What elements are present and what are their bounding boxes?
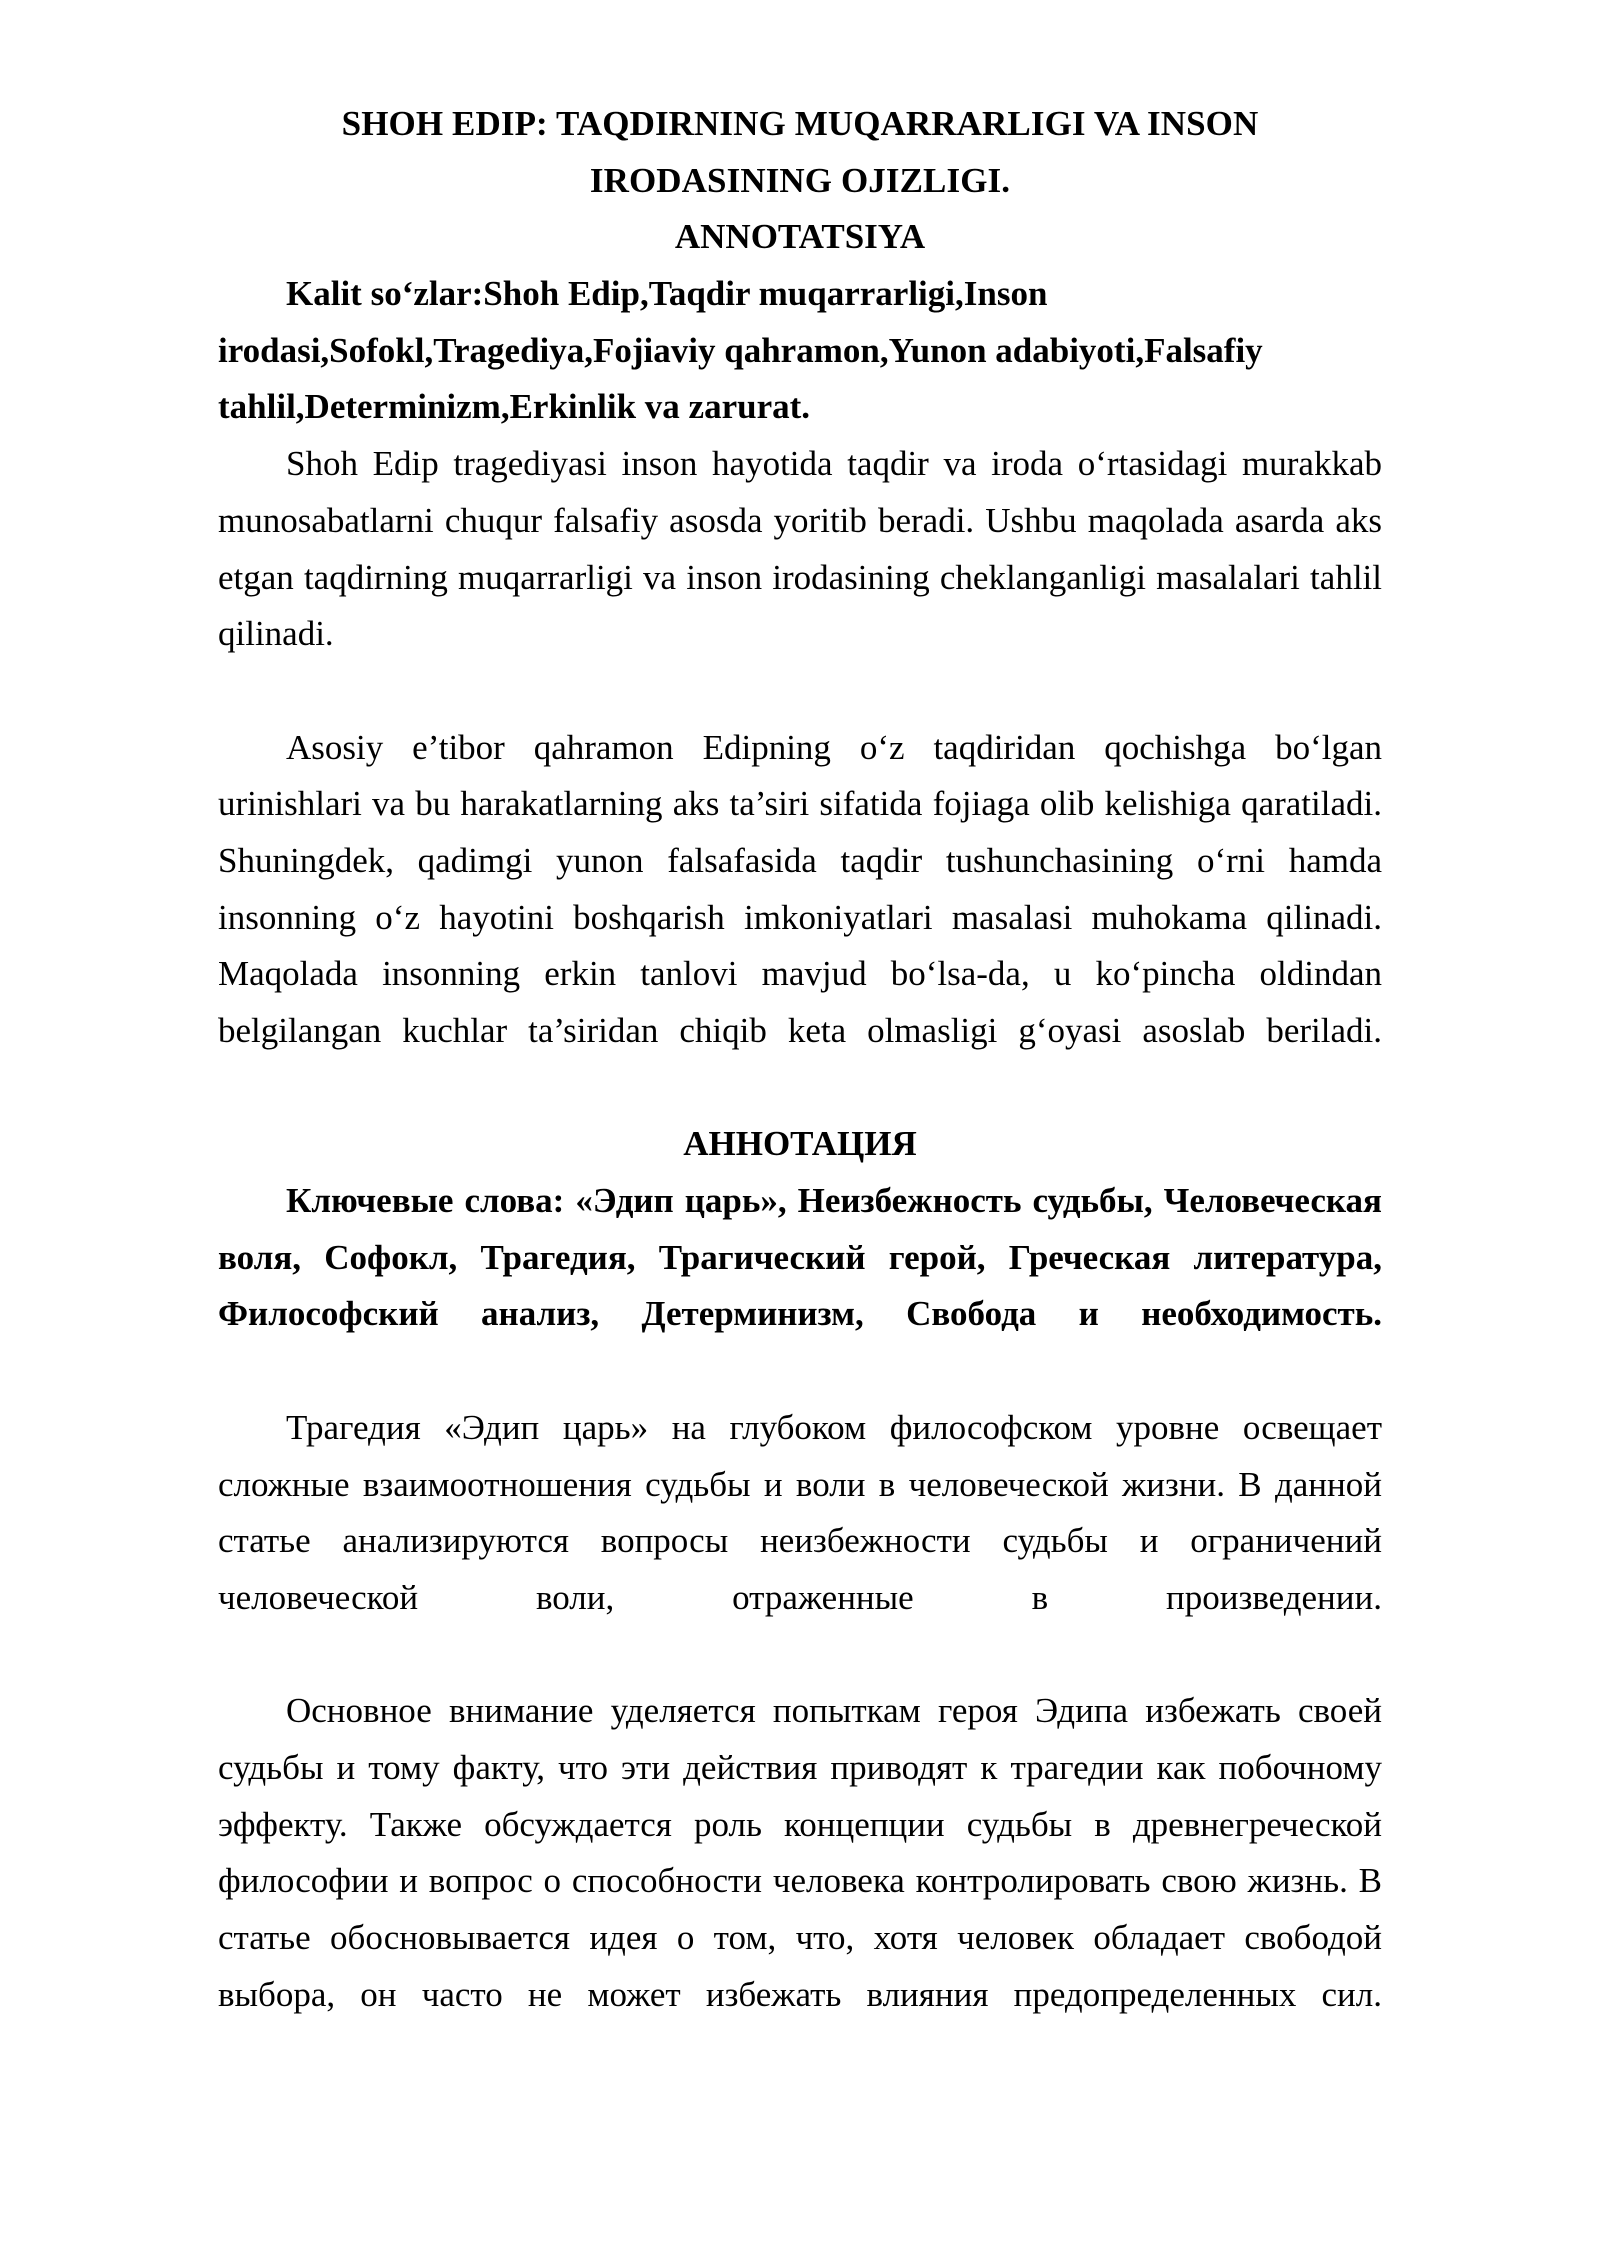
- document-content: [218, 96, 1382, 2080]
- uzbek-paragraph-2: Asosiy e’tibor qahramon Edipning o‘z taqdiridan qochishga bo‘lgan urinishlari va bu harakatlarning aks ta’siri sifatida fojiaga olib kelishiga qaratiladi. Shuningdek, qadimgi yunon falsafasida taqdir tushunchasining o‘rni hamda insonning o‘z hayotini boshqarish imkoniyatlari masalasi muhokama qilinadi. Maqolada insonning erkin tanlovi mavjud bo‘lsa-da, u ko‘pincha oldindan belgilangan kuchlar ta’siridan chiqib keta olmasligi g‘oyasi asoslab beriladi.: [218, 727, 1382, 1050]
- russian-paragraph-2: Основное внимание уделяется попыткам героя Эдипа избежать своей судьбы и тому факту, что эти действия приводят к трагедии как побочному эффекту. Также обсуждается роль концепции судьбы в древнегреческой философии и вопрос о способности человека контролировать свою жизнь. В статье обосновывается идея о том, что, хотя человек обладает свободой выбора, он часто не может избежать влияния предопределенных сил.: [218, 1691, 1382, 2014]
- page-title: [218, 96, 1382, 209]
- uzbek-annotation-heading: ANNOTATSIYA: [674, 217, 926, 257]
- russian-annotation-heading: АННОТАЦИЯ: [683, 1124, 917, 1164]
- page-title-line-2: IRODASINING OJIZLIGI.: [589, 160, 1011, 200]
- russian-paragraph-1: Трагедия «Эдип царь» на глубоком философском уровне освещает сложные взаимоотношения судьбы и воли в человеческой жизни. В данной статье анализируются вопросы неизбежности судьбы и ограничений человеческой воли, отраженные в произведении.: [218, 1407, 1382, 1617]
- russian-keywords: Ключевые слова: «Эдип царь», Неизбежность судьбы, Человеческая воля, Софокл, Трагедия, Трагический герой, Греческая литература, Философский анализ, Детерминизм, Свобода и необходимость.: [218, 1181, 1382, 1334]
- page-title-line-1: SHOH EDIP: TAQDIRNING MUQARRARLIGI VA INSON: [341, 104, 1259, 143]
- uzbek-paragraph-1: Shoh Edip tragediyasi inson hayotida taqdir va iroda o‘rtasidagi murakkab munosabatlarni chuqur falsafiy asosda yoritib beradi. Ushbu maqolada asarda aks etgan taqdirning muqarrarligi va inson irodasining cheklanganligi masalalari tahlil qilinadi.: [218, 444, 1382, 654]
- uzbek-keywords: Kalit so‘zlar:Shoh Edip,Taqdir muqarrarligi,Inson irodasi,Sofokl,Tragediya,Fojiaviy qahramon,Yunon adabiyoti,Falsafiy tahlil,Determinizm,Erkinlik va zarurat.: [218, 274, 1263, 427]
